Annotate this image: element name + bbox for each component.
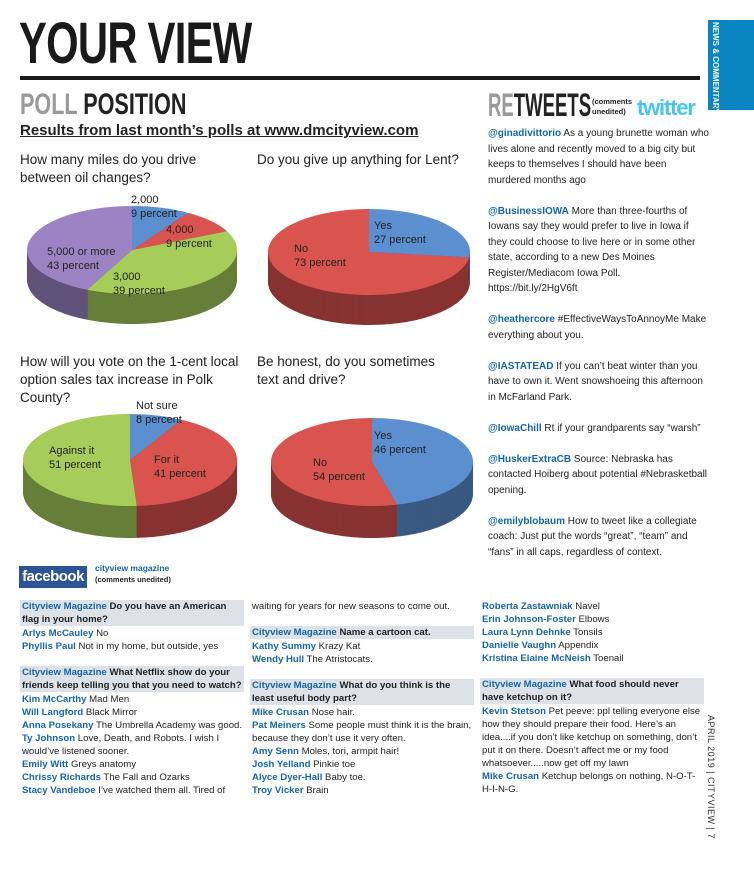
tweet-text: As a young brunette woman who lives alone and recently moved to a big city but keeps to themselves I should have been murdered months ago — [488, 128, 709, 186]
comment-text: Love, Death, and Robots. I wish I would’ve listened sooner. — [22, 733, 220, 757]
retweets-heading — [488, 87, 591, 124]
commenter-name[interactable]: Anna Posekany — [22, 720, 94, 731]
facebook-logo: facebook — [19, 566, 87, 588]
poll-heading-light: POLL — [20, 88, 78, 121]
comment-text: Ketchup belongs on nothing, N-O-T-H-I-N-G. — [482, 771, 696, 795]
comment — [250, 745, 474, 758]
comment — [480, 613, 704, 626]
poll-question-2: Do you give up anything for Lent? — [257, 152, 459, 167]
retweets-note: (comments unedited) — [592, 97, 633, 116]
retweets-heading-light: RE — [488, 87, 514, 123]
post-question — [250, 679, 474, 705]
comment-text: Tonsils — [570, 627, 603, 638]
tweet-text: If you can’t beat winter than you have to own it. Went snowshoeing this afternoon in McFarland Park. — [488, 360, 703, 403]
poster-name[interactable]: Cityview Magazine — [22, 601, 107, 612]
comment — [480, 652, 704, 665]
page-title: YOUR VIEW — [19, 11, 252, 76]
tweet — [488, 204, 710, 297]
question-text: Do you have an American flag in your home? — [22, 601, 227, 625]
commenter-name[interactable]: Danielle Vaughn — [482, 640, 557, 651]
commenter-name[interactable]: Emily Witt — [22, 759, 69, 770]
comment — [20, 784, 244, 797]
comment — [250, 771, 474, 784]
facebook-account: cityview magazine — [95, 563, 170, 573]
pie1-label-3000: 3,000 39 percent — [113, 271, 165, 297]
pie3-label-for-it: For it 41 percent — [154, 454, 206, 480]
comment-text: The Umbrella Academy was good. — [93, 720, 243, 731]
pie-4 — [271, 418, 473, 538]
comment-continued: waiting for years for new seasons to come out. — [252, 601, 450, 612]
comment-text: Pinkie toe — [310, 759, 356, 770]
commenter-name[interactable]: Troy Vicker — [252, 785, 304, 796]
facebook-post — [20, 666, 244, 797]
commenter-name[interactable]: Alyce Dyer-Hall — [252, 772, 323, 783]
comment — [480, 639, 704, 652]
poll-question-4: Be honest, do you sometimes text and drive? — [257, 354, 435, 387]
pie1-label-4000: 4,000 9 percent — [166, 224, 212, 250]
facebook-post — [480, 678, 704, 796]
tweet-handle[interactable]: @HuskerExtraCB — [488, 453, 572, 465]
pie3-label-against-it: Against it 51 percent — [49, 445, 101, 471]
tweet-text: Source: Nebraska has contacted Hoiberg about potential #Nebrasketball opening. — [488, 453, 708, 496]
commenter-name[interactable]: Kevin Stetson — [482, 706, 546, 717]
comment — [20, 732, 244, 758]
commenter-name[interactable]: Erin Johnson-Foster — [482, 614, 576, 625]
poster-name[interactable]: Cityview Magazine — [252, 627, 337, 638]
question-text: Name a cartoon cat. — [336, 627, 431, 638]
commenter-name[interactable]: Stacy Vandeboe — [22, 785, 96, 796]
commenter-name[interactable]: Mike Crusan — [252, 707, 310, 718]
tweet — [488, 452, 710, 499]
commenter-name[interactable]: Mike Crusan — [482, 771, 540, 782]
tweet — [488, 421, 710, 437]
commenter-name[interactable]: Laura Lynn Dehnke — [482, 627, 571, 638]
commenter-name[interactable]: Kim McCarthy — [22, 694, 87, 705]
poll-question-1: How many miles do you drive between oil changes? — [20, 152, 197, 185]
tweet-text: How to tweet like a collegiate coach: Just put the words “great”, “team” and “fans” in all caps, regardless of context. — [488, 515, 697, 558]
commenter-name[interactable]: Amy Senn — [252, 746, 299, 757]
comment — [20, 693, 244, 706]
comment-text: The Fall and Ozarks — [100, 772, 190, 783]
tweet-text: More than three-fourths of Iowans say they would prefer to live in Iowa if they could choose to live here or in some other state, according to a new Des Moines Register/Mediacom Iowa Poll. https://bit.ly/2HgV6ft — [488, 205, 696, 294]
comment-text: I’ve watched them all. Tired of — [95, 785, 226, 796]
tweet-text: #EffectiveWaysToAnnoyMe Make everything about you. — [488, 314, 707, 341]
facebook-post — [250, 679, 474, 797]
comment — [250, 758, 474, 771]
twitter-logo: twitter — [637, 95, 695, 120]
comment — [250, 653, 474, 666]
comment — [20, 640, 244, 653]
question-text: What do you think is the least useful body part? — [252, 680, 451, 704]
poster-name[interactable]: Cityview Magazine — [482, 679, 567, 690]
comment-text: Toenail — [590, 653, 624, 664]
comment-text: Appendix — [556, 640, 599, 651]
comment — [20, 706, 244, 719]
comment — [20, 771, 244, 784]
commenter-name[interactable]: Pat Meiners — [252, 720, 306, 731]
poll-question-3: How will you vote on the 1-cent local option sales tax increase in Polk County? — [20, 354, 239, 405]
comment-text: Elbows — [575, 614, 610, 625]
poster-name[interactable]: Cityview Magazine — [22, 667, 107, 678]
commenter-name[interactable]: Chrissy Richards — [22, 772, 101, 783]
tweet-handle[interactable]: @heathercore — [488, 314, 555, 325]
poster-name[interactable]: Cityview Magazine — [252, 680, 337, 691]
tweet-text: Rt if your grandparents say “warsh” — [541, 422, 701, 434]
retweets-heading-bold: TWEETS — [513, 87, 592, 123]
comments-column-3 — [480, 600, 704, 809]
pie4-label-no: No 54 percent — [313, 457, 365, 483]
pie1-label-5000: 5,000 or more 43 percent — [47, 246, 116, 272]
commenter-name[interactable]: Roberta Zastawniak — [482, 601, 573, 612]
pie1-label-2000: 2,000 9 percent — [131, 194, 177, 220]
comment-text: Some people must think it is the brain, because they don’t use it very often. — [252, 720, 472, 744]
comment-text: Brain — [303, 785, 329, 796]
comment-text: Not in my home, but outside, yes — [75, 641, 219, 652]
comment — [250, 719, 474, 745]
pie4-label-yes: Yes 46 percent — [374, 430, 426, 456]
tweet-list — [488, 126, 710, 576]
commenter-name[interactable]: Arlys McCauley — [22, 628, 94, 639]
section-tab-label: NEWS & COMMENTARY — [711, 22, 720, 114]
comment-text: Nose hair. — [309, 707, 355, 718]
comment — [480, 626, 704, 639]
question-text: What food should never have ketchup on it? — [482, 679, 679, 703]
comment-text: Mad Men — [86, 694, 130, 705]
pie2-label-yes: Yes 27 percent — [374, 220, 426, 246]
tweet — [488, 359, 710, 406]
tweet-handle[interactable]: @BusinessIOWA — [488, 205, 569, 217]
poll-subtitle: Results from last month’s polls at www.dmcityview.com — [20, 122, 419, 139]
tweet-handle[interactable]: @emilyblobaum — [488, 515, 565, 527]
commenter-name[interactable]: Phyllis Paul — [22, 641, 76, 652]
facebook-post — [20, 600, 244, 653]
comment — [20, 758, 244, 771]
post-question — [480, 678, 704, 704]
page-folio: APRIL 2019 | CITYVIEW | 7 — [706, 715, 716, 839]
commenter-name[interactable]: Kathy Summy — [252, 641, 316, 652]
post-question — [20, 600, 244, 626]
comment-text: Black Mirror — [83, 707, 138, 718]
comment-text: No — [93, 628, 109, 639]
tweet — [488, 514, 710, 561]
comment-text: Navel — [572, 601, 600, 612]
pie3-label-not-sure: Not sure 8 percent — [136, 400, 182, 426]
comment — [250, 784, 474, 797]
tweet-handle[interactable]: @IASTATEAD — [488, 360, 554, 372]
comment — [20, 719, 244, 732]
comments-column-1 — [20, 600, 244, 810]
tweet — [488, 312, 710, 343]
facebook-post — [250, 626, 474, 666]
comment — [480, 770, 704, 796]
pie2-label-no: No 73 percent — [294, 243, 346, 269]
commenter-name[interactable]: Wendy Hull — [252, 654, 305, 665]
post-question — [250, 626, 474, 639]
commenter-name[interactable]: Kristina Elaine McNeish — [482, 653, 591, 664]
comment-text: Krazy Kat — [315, 641, 361, 652]
comment-text: Moles, tori, armpit hair! — [298, 746, 400, 757]
tweet-handle[interactable]: @ginadivittorio — [488, 128, 562, 139]
comment-text: Pet peeve: ppl telling everyone else how they should prepare their food. Here’s an idea....if you don’t like ketchup on something, don’t put it on there. Doesn’t affect me or my food whatsoever.....now get off my lawn — [482, 706, 701, 769]
comment-text: Greys anatomy — [68, 759, 137, 770]
commenter-name[interactable]: Will Langford — [22, 707, 84, 718]
question-text: What Netflix show do your friends keep telling you that you need to watch? — [22, 667, 242, 691]
commenter-name[interactable]: Josh Yelland — [252, 759, 311, 770]
comment — [250, 640, 474, 653]
comment — [480, 705, 704, 770]
facebook-note: (comments unedited) — [95, 575, 171, 584]
post-question — [20, 666, 244, 692]
comment-text: Baby toe. — [322, 772, 366, 783]
comment — [250, 706, 474, 719]
comment — [480, 600, 704, 613]
tweet — [488, 126, 710, 188]
comment-text: The Atristocats. — [304, 654, 373, 665]
poll-heading-bold: POSITION — [83, 88, 187, 121]
comment — [20, 627, 244, 640]
comments-column-2 — [250, 600, 474, 810]
facebook-post — [480, 600, 704, 665]
tweet-handle[interactable]: @IowaChill — [488, 422, 542, 434]
commenter-name[interactable]: Ty Johnson — [22, 733, 76, 744]
